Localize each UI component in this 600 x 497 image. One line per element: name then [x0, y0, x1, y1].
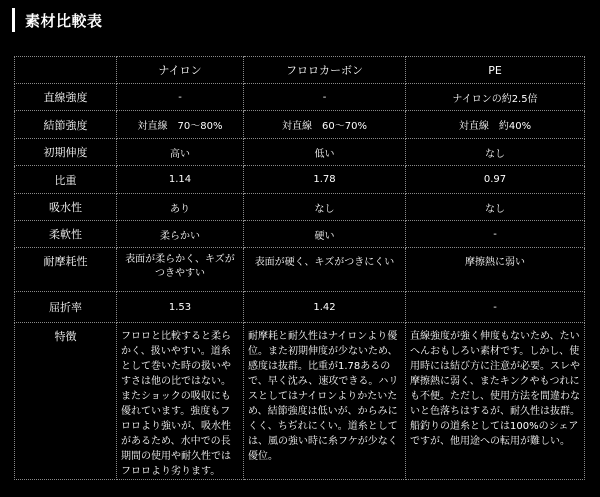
row-label: 特徴 [15, 323, 117, 480]
table-cell: - [406, 292, 585, 323]
table-cell: 0.97 [406, 166, 585, 194]
row-label: 耐摩耗性 [15, 248, 117, 292]
table-cell: 直線強度が強く伸度もないため、たいへんおもしろい素材です。しかし、使用時には結び方に注意が必要。スレや摩擦熱に弱く、またキンクやもつれにも不便。ただし、使用方法を間違わないと色落ちはするが、耐久性は抜群。船釣りの道糸としては100%のシェアですが、他用途への転用が難しい。 [406, 323, 585, 480]
table-cell [117, 248, 244, 292]
table-cell: 硬い [244, 221, 406, 248]
table-cell: なし [244, 194, 406, 221]
page-header [12, 8, 103, 32]
table-cell: 対直線 70〜80% [117, 111, 244, 139]
table-cell: 1.14 [117, 166, 244, 194]
row-label: 吸水性 [15, 194, 117, 221]
table-row [15, 194, 585, 221]
header-empty [15, 57, 117, 84]
table-cell: 高い [117, 139, 244, 166]
table-row [15, 111, 585, 139]
table-row [15, 292, 585, 323]
table-cell: 1.78 [244, 166, 406, 194]
table-row [15, 166, 585, 194]
table-cell: 1.42 [244, 292, 406, 323]
table-cell: - [117, 84, 244, 111]
table-row [15, 84, 585, 111]
table-row [15, 221, 585, 248]
table-row [15, 139, 585, 166]
header-nylon: ナイロン [117, 57, 244, 84]
table-header-row [15, 57, 585, 84]
table-cell: - [244, 84, 406, 111]
table-row [15, 248, 585, 292]
row-label: 直線強度 [15, 84, 117, 111]
title-accent-bar [12, 8, 15, 32]
table-cell: 摩擦熱に弱い [406, 248, 585, 292]
table-cell: ナイロンの約2.5倍 [406, 84, 585, 111]
comparison-table [14, 56, 585, 480]
header-fluorocarbon: フロロカーボン [244, 57, 406, 84]
table-cell: 柔らかい [117, 221, 244, 248]
table-row [15, 323, 585, 480]
row-label: 比重 [15, 166, 117, 194]
table-cell: 表面が硬く、キズがつきにくい [244, 248, 406, 292]
row-label: 柔軟性 [15, 221, 117, 248]
table-cell: 1.53 [117, 292, 244, 323]
table-cell: あり [117, 194, 244, 221]
row-label: 初期伸度 [15, 139, 117, 166]
row-label: 屈折率 [15, 292, 117, 323]
row-label: 結節強度 [15, 111, 117, 139]
header-pe: PE [406, 57, 585, 84]
table-cell: フロロと比較すると柔らかく、扱いやすい。道糸として巻いた時の扱いやすさは他の比ではない。またショックの吸収にも優れています。強度もフロロより強いが、吸水性があるため、水中での長期間の使用や耐久性ではフロロより劣ります。 [117, 323, 244, 480]
table-cell: 対直線 60〜70% [244, 111, 406, 139]
table-cell: - [406, 221, 585, 248]
table-cell: なし [406, 194, 585, 221]
table-cell: なし [406, 139, 585, 166]
page-title: 素材比較表 [25, 11, 103, 30]
table-cell: 耐摩耗と耐久性はナイロンより優位。また初期伸度が少ないため、感度は抜群。比重が1.78あるので、早く沈み、速攻できる。ハリスとしてはナイロンよりかたいため、結節強度は低いが、からみにくく、ちぢれにくい。道糸としては、風の強い時に糸フケが少なく優位。 [244, 323, 406, 480]
table-cell: 対直線 約40% [406, 111, 585, 139]
table-cell: 低い [244, 139, 406, 166]
cell-text: 表面が柔らかく、キズがつきやすい [125, 254, 235, 279]
